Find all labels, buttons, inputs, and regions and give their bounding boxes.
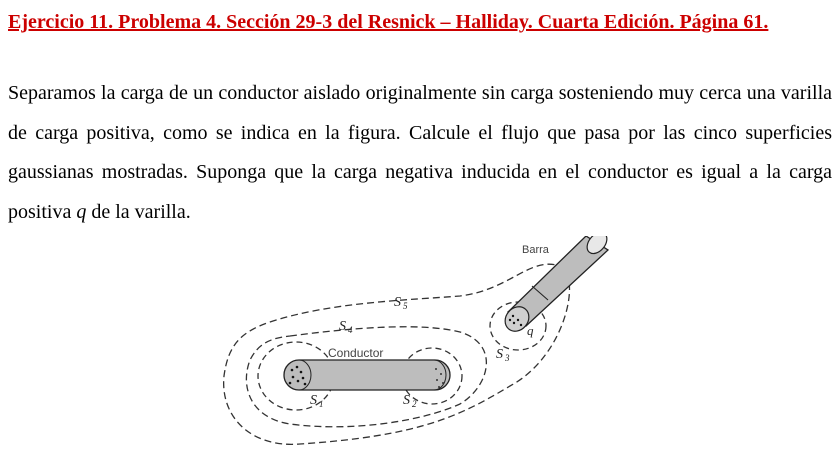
conductor	[284, 360, 450, 390]
statement-text: Separamos la carga de un conductor aislado originalmente sin carga sosteniendo muy cerca una varilla de carga positiva, como se indica en la figura. Calcule el flujo que pasa por las cinco superficies gaussianas mostradas. Suponga que la carga negativa inducida en el conductor es igual a la carga positiva	[8, 82, 832, 223]
gaussian-surfaces-figure	[210, 236, 630, 458]
label-s5	[394, 295, 408, 311]
svg-text:S: S	[403, 393, 410, 408]
label-s4	[339, 319, 353, 335]
figure-svg	[210, 236, 630, 458]
charge-symbol: q	[76, 200, 87, 223]
svg-text:4: 4	[348, 325, 353, 335]
surface-s5	[224, 264, 570, 444]
problem-statement	[8, 74, 832, 232]
svg-text:S: S	[339, 319, 346, 334]
rod-label: Barra	[522, 244, 549, 256]
svg-text:5: 5	[403, 301, 408, 311]
svg-text:S: S	[394, 295, 401, 310]
label-s1	[310, 393, 324, 409]
label-s3	[496, 347, 510, 363]
exercise-heading: Ejercicio 11. Problema 4. Sección 29-3 del Resnick – Halliday. Cuarta Edición. Página 61.	[8, 11, 769, 33]
charged-rod	[500, 236, 611, 336]
label-s2	[403, 393, 417, 409]
conductor-label: Conductor	[328, 346, 384, 360]
svg-text:3: 3	[505, 353, 510, 363]
statement-text-end: de la varilla.	[86, 200, 191, 223]
charge-q-label: q	[527, 323, 534, 338]
svg-text:2: 2	[412, 399, 417, 409]
svg-text:1: 1	[319, 399, 324, 409]
svg-text:S: S	[310, 393, 317, 408]
svg-text:S: S	[496, 347, 503, 362]
